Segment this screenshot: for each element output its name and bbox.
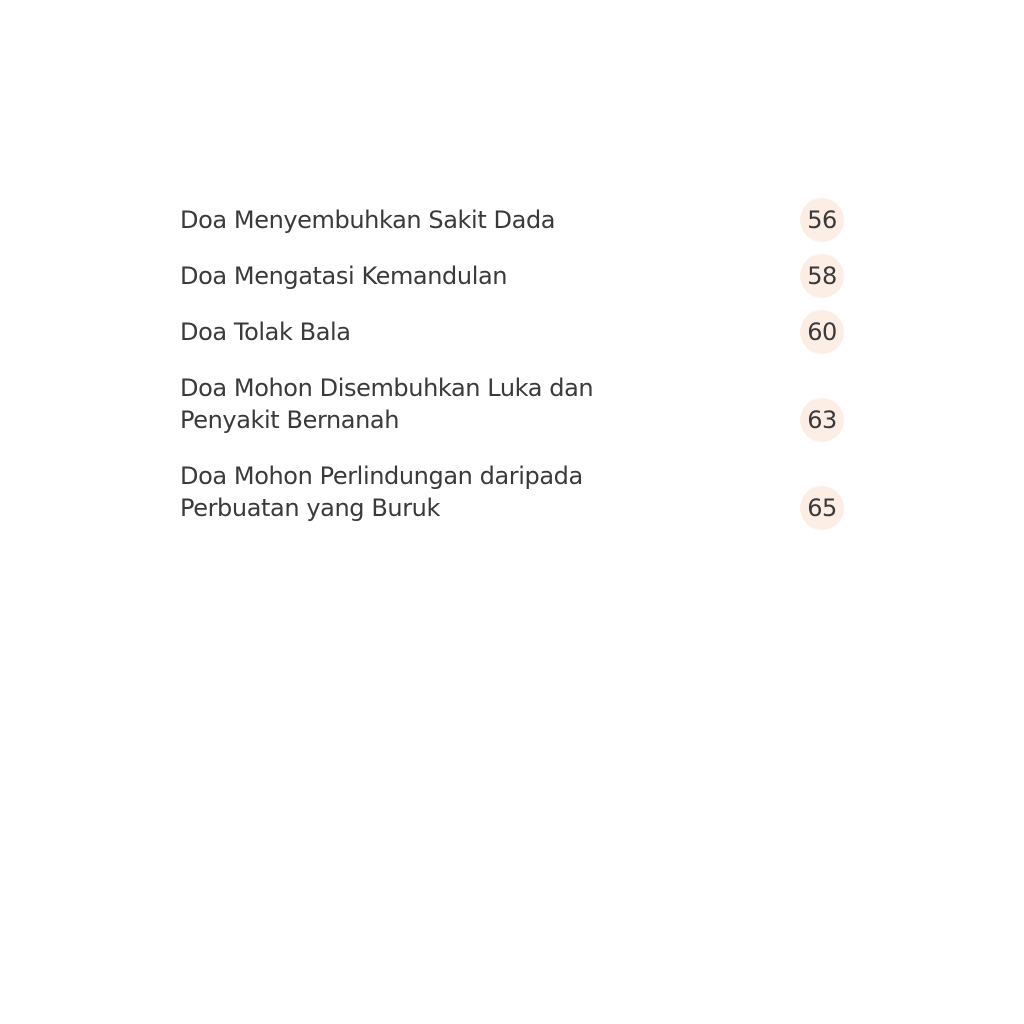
toc-entry-title: Doa Mohon Disembuhkan Luka dan Penyakit Bernanah <box>180 374 594 434</box>
toc-entry[interactable] <box>180 454 844 530</box>
toc-entry-title: Doa Mohon Perlindungan daripada Perbuatan yang Buruk <box>180 462 583 522</box>
toc-entry[interactable] <box>180 310 844 354</box>
page-number-badge: 65 <box>800 486 844 530</box>
toc-entry[interactable] <box>180 366 844 442</box>
toc-entry-title: Doa Tolak Bala <box>180 318 351 346</box>
page-number-badge: 58 <box>800 254 844 298</box>
toc-entry[interactable] <box>180 254 844 298</box>
page-number-badge: 56 <box>800 198 844 242</box>
page-number-badge: 60 <box>800 310 844 354</box>
toc-entry-title: Doa Mengatasi Kemandulan <box>180 262 508 290</box>
toc-entry-title: Doa Menyembuhkan Sakit Dada <box>180 206 556 234</box>
table-of-contents <box>180 198 844 542</box>
page-number-badge: 63 <box>800 398 844 442</box>
toc-entry[interactable] <box>180 198 844 242</box>
